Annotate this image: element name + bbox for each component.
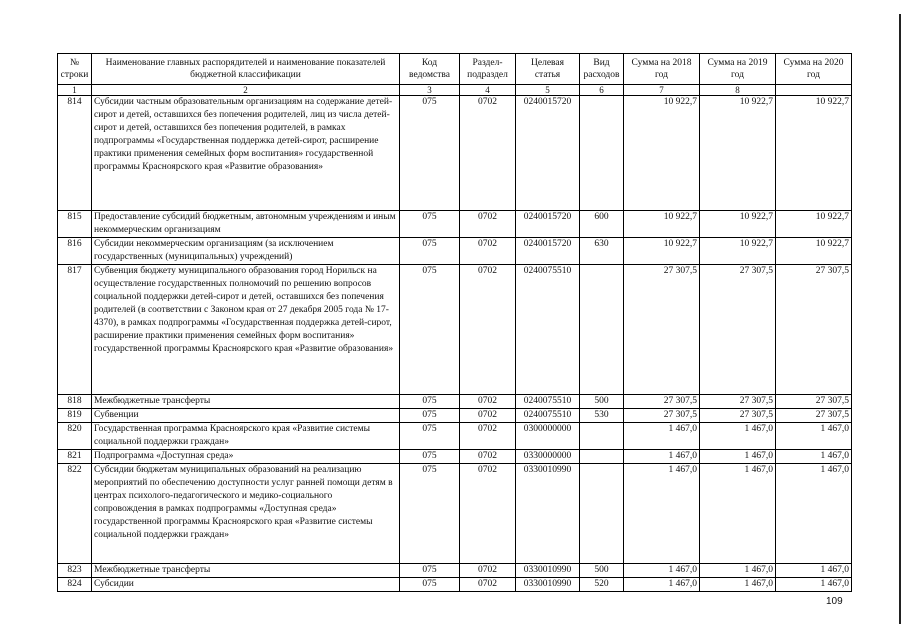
row-name: Межбюджетные трансферты xyxy=(92,395,400,409)
row-target: 0300000000 xyxy=(516,423,580,450)
table-row xyxy=(58,578,852,592)
row-target: 0240075510 xyxy=(516,409,580,423)
row-number: 818 xyxy=(58,395,92,409)
row-name: Субсидии некоммерческим организациям (за исключением государственных (муниципальных) учреждений) xyxy=(92,238,400,265)
row-name: Субвенции xyxy=(92,409,400,423)
table-row xyxy=(58,423,852,450)
row-dept-code: 075 xyxy=(400,395,460,409)
col-number: 1 xyxy=(58,85,92,96)
row-sum-2019: 1 467,0 xyxy=(700,578,776,592)
row-dept-code: 075 xyxy=(400,238,460,265)
row-sum-2018: 1 467,0 xyxy=(624,450,700,464)
row-section: 0702 xyxy=(460,423,516,450)
row-dept-code: 075 xyxy=(400,265,460,395)
row-section: 0702 xyxy=(460,564,516,578)
row-exp-type xyxy=(580,423,624,450)
col-number: 3 xyxy=(400,85,460,96)
row-sum-2019: 10 922,7 xyxy=(700,211,776,238)
row-sum-2020: 1 467,0 xyxy=(776,578,852,592)
row-section: 0702 xyxy=(460,409,516,423)
header-sum-2019: Сумма на 2019 год xyxy=(700,54,776,85)
row-sum-2020: 10 922,7 xyxy=(776,238,852,265)
table-row xyxy=(58,265,852,395)
row-sum-2019: 10 922,7 xyxy=(700,96,776,211)
col-number: 8 xyxy=(700,85,776,96)
header-target: Целевая статья xyxy=(516,54,580,85)
row-sum-2020: 1 467,0 xyxy=(776,564,852,578)
row-section: 0702 xyxy=(460,578,516,592)
row-sum-2019: 1 467,0 xyxy=(700,464,776,564)
row-target: 0330010990 xyxy=(516,578,580,592)
row-section: 0702 xyxy=(460,450,516,464)
page-edge-line xyxy=(899,14,901,624)
row-target: 0240015720 xyxy=(516,211,580,238)
row-sum-2018: 10 922,7 xyxy=(624,96,700,211)
row-exp-type: 630 xyxy=(580,238,624,265)
row-dept-code: 075 xyxy=(400,464,460,564)
row-sum-2018: 1 467,0 xyxy=(624,578,700,592)
row-sum-2020: 1 467,0 xyxy=(776,423,852,450)
row-exp-type: 520 xyxy=(580,578,624,592)
row-number: 819 xyxy=(58,409,92,423)
row-section: 0702 xyxy=(460,395,516,409)
row-exp-type xyxy=(580,96,624,211)
row-sum-2018: 27 307,5 xyxy=(624,265,700,395)
header-section: Раздел-подраздел xyxy=(460,54,516,85)
row-sum-2020: 27 307,5 xyxy=(776,265,852,395)
row-exp-type xyxy=(580,464,624,564)
row-section: 0702 xyxy=(460,464,516,564)
row-exp-type: 500 xyxy=(580,395,624,409)
col-number xyxy=(776,85,852,96)
row-dept-code: 075 xyxy=(400,578,460,592)
col-number: 2 xyxy=(92,85,400,96)
row-target: 0240015720 xyxy=(516,96,580,211)
row-sum-2019: 1 467,0 xyxy=(700,450,776,464)
row-dept-code: 075 xyxy=(400,211,460,238)
row-number: 815 xyxy=(58,211,92,238)
col-number: 5 xyxy=(516,85,580,96)
row-target: 0240075510 xyxy=(516,265,580,395)
row-dept-code: 075 xyxy=(400,423,460,450)
row-name: Субсидии xyxy=(92,578,400,592)
row-sum-2018: 10 922,7 xyxy=(624,211,700,238)
table-row xyxy=(58,395,852,409)
row-sum-2020: 1 467,0 xyxy=(776,450,852,464)
budget-table xyxy=(57,53,852,592)
row-name: Межбюджетные трансферты xyxy=(92,564,400,578)
row-name: Субсидии бюджетам муниципальных образований на реализацию мероприятий по обеспечению доступности услуг ранней помощи детям в центрах психолого-педагогического и медико-социального сопровождения в рамках подпрограммы «Доступная среда» государственной программы Красноярского края «Развитие системы социальной поддержки граждан» xyxy=(92,464,400,564)
row-name: Подпрограмма «Доступная среда» xyxy=(92,450,400,464)
row-target: 0330010990 xyxy=(516,564,580,578)
row-exp-type xyxy=(580,450,624,464)
row-exp-type xyxy=(580,265,624,395)
row-sum-2020: 27 307,5 xyxy=(776,395,852,409)
row-sum-2020: 1 467,0 xyxy=(776,464,852,564)
col-number: 7 xyxy=(624,85,700,96)
header-row xyxy=(58,54,852,85)
header-sum-2018: Сумма на 2018 год xyxy=(624,54,700,85)
row-sum-2019: 1 467,0 xyxy=(700,423,776,450)
row-sum-2020: 10 922,7 xyxy=(776,211,852,238)
row-dept-code: 075 xyxy=(400,564,460,578)
row-sum-2019: 10 922,7 xyxy=(700,238,776,265)
table-row xyxy=(58,450,852,464)
row-dept-code: 075 xyxy=(400,409,460,423)
row-exp-type: 600 xyxy=(580,211,624,238)
header-row-no: № строки xyxy=(58,54,92,85)
column-number-row xyxy=(58,85,852,96)
row-section: 0702 xyxy=(460,265,516,395)
row-number: 821 xyxy=(58,450,92,464)
table-row xyxy=(58,464,852,564)
row-number: 820 xyxy=(58,423,92,450)
row-sum-2020: 27 307,5 xyxy=(776,409,852,423)
row-number: 823 xyxy=(58,564,92,578)
table-row xyxy=(58,564,852,578)
row-target: 0330010990 xyxy=(516,464,580,564)
col-number: 6 xyxy=(580,85,624,96)
table-row xyxy=(58,238,852,265)
page-number: 109 xyxy=(826,596,843,607)
row-exp-type: 530 xyxy=(580,409,624,423)
row-target: 0240015720 xyxy=(516,238,580,265)
row-target: 0330000000 xyxy=(516,450,580,464)
row-section: 0702 xyxy=(460,238,516,265)
row-name: Субсидии частным образовательным организациям на содержание детей-сирот и детей, оставшихся без попечения родителей, лиц из числа детей-сирот и детей, оставшихся без попечения родителей, в рамках подпрограммы «Государственная поддержка детей-сирот, расширение практики применения семейных форм воспитания» государственной программы Красноярского края «Развитие образования» xyxy=(92,96,400,211)
row-number: 817 xyxy=(58,265,92,395)
row-name: Государственная программа Красноярского края «Развитие системы социальной поддержки граждан» xyxy=(92,423,400,450)
row-sum-2019: 27 307,5 xyxy=(700,265,776,395)
header-name: Наименование главных распорядителей и наименование показателей бюджетной классификации xyxy=(92,54,400,85)
table-row xyxy=(58,211,852,238)
row-sum-2018: 10 922,7 xyxy=(624,238,700,265)
row-sum-2018: 1 467,0 xyxy=(624,564,700,578)
row-section: 0702 xyxy=(460,96,516,211)
row-section: 0702 xyxy=(460,211,516,238)
row-sum-2019: 27 307,5 xyxy=(700,409,776,423)
row-name: Предоставление субсидий бюджетным, автономным учреждениям и иным некоммерческим организациям xyxy=(92,211,400,238)
row-sum-2018: 1 467,0 xyxy=(624,464,700,564)
row-number: 814 xyxy=(58,96,92,211)
row-dept-code: 075 xyxy=(400,450,460,464)
header-dept-code: Код ведомства xyxy=(400,54,460,85)
row-sum-2019: 1 467,0 xyxy=(700,564,776,578)
row-exp-type: 500 xyxy=(580,564,624,578)
table-row xyxy=(58,96,852,211)
row-dept-code: 075 xyxy=(400,96,460,211)
header-sum-2020: Сумма на 2020 год xyxy=(776,54,852,85)
row-number: 822 xyxy=(58,464,92,564)
row-number: 824 xyxy=(58,578,92,592)
row-target: 0240075510 xyxy=(516,395,580,409)
col-number: 4 xyxy=(460,85,516,96)
row-sum-2018: 27 307,5 xyxy=(624,395,700,409)
row-number: 816 xyxy=(58,238,92,265)
row-name: Субвенция бюджету муниципального образования город Норильск на осуществление государственных полномочий по решению вопросов социальной поддержки детей-сирот и детей, оставшихся без попечения родителей (в соответствии с Законом края от 27 декабря 2005 года № 17-4370), в рамках подпрограммы «Государственная поддержка детей-сирот, расширение практики применения семейных форм воспитания» государственной программы Красноярского края «Развитие образования» xyxy=(92,265,400,395)
table-row xyxy=(58,409,852,423)
row-sum-2019: 27 307,5 xyxy=(700,395,776,409)
row-sum-2018: 27 307,5 xyxy=(624,409,700,423)
header-exp-type: Вид расходов xyxy=(580,54,624,85)
row-sum-2018: 1 467,0 xyxy=(624,423,700,450)
row-sum-2020: 10 922,7 xyxy=(776,96,852,211)
